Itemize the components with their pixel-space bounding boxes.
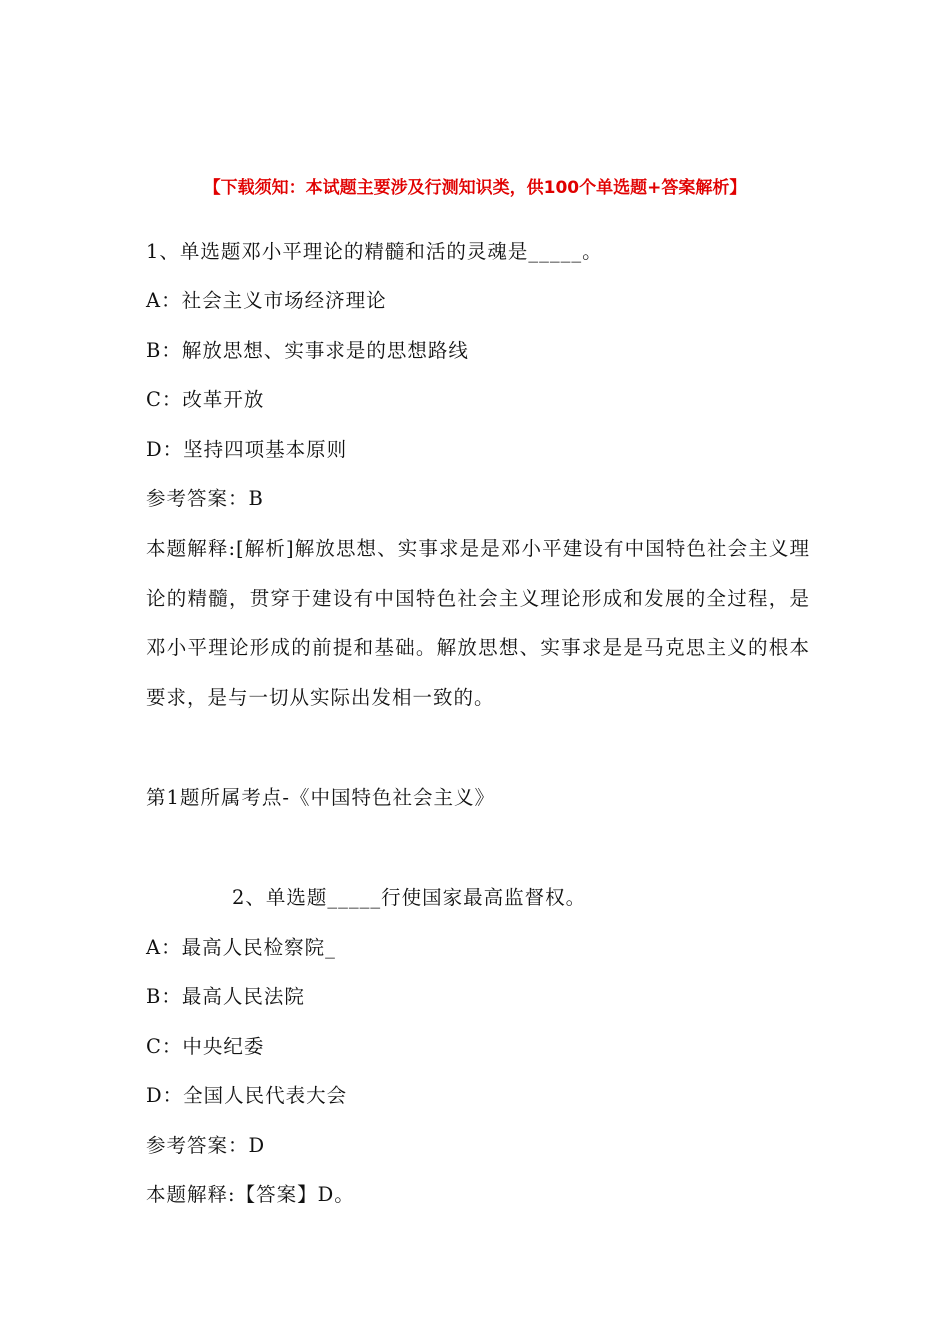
question-1-stem: 1、单选题邓小平理论的精髓和活的灵魂是_____。 (146, 240, 603, 263)
question-2-answer: 参考答案：D (146, 1134, 266, 1157)
question-2-option-a: A：最高人民检察院_ (146, 936, 336, 959)
question-2-stem: 2、单选题_____行使国家最高监督权。 (232, 886, 587, 909)
question-2-option-b: B：最高人民法院 (146, 985, 305, 1008)
question-2-option-c: C：中央纪委 (146, 1035, 265, 1058)
question-2-explanation: 本题解释:【答案】D。 (146, 1183, 355, 1206)
question-1-option-a: A：社会主义市场经济理论 (146, 289, 387, 312)
question-1-option-c: C：改革开放 (146, 388, 265, 411)
question-1-topic: 第1题所属考点-《中国特色社会主义》 (146, 786, 495, 809)
question-1-option-b: B：解放思想、实事求是的思想路线 (146, 339, 469, 362)
question-1-answer: 参考答案：B (146, 487, 264, 510)
question-1-explanation: 本题解释:[解析]解放思想、实事求是是邓小平建设有中国特色社会主义理论的精髓，贯穿于建设有中国特色社会主义理论形成和发展的全过程，是邓小平理论形成的前提和基础。解放思想、实事求是是马克思主义的根本要求，是与一切从实际出发相一致的。 (146, 537, 810, 709)
question-1-option-d: D：坚持四项基本原则 (146, 438, 348, 461)
question-2-option-d: D：全国人民代表大会 (146, 1084, 348, 1107)
download-notice: 【下载须知：本试题主要涉及行测知识类，供100个单选题+答案解析】 (203, 178, 747, 198)
